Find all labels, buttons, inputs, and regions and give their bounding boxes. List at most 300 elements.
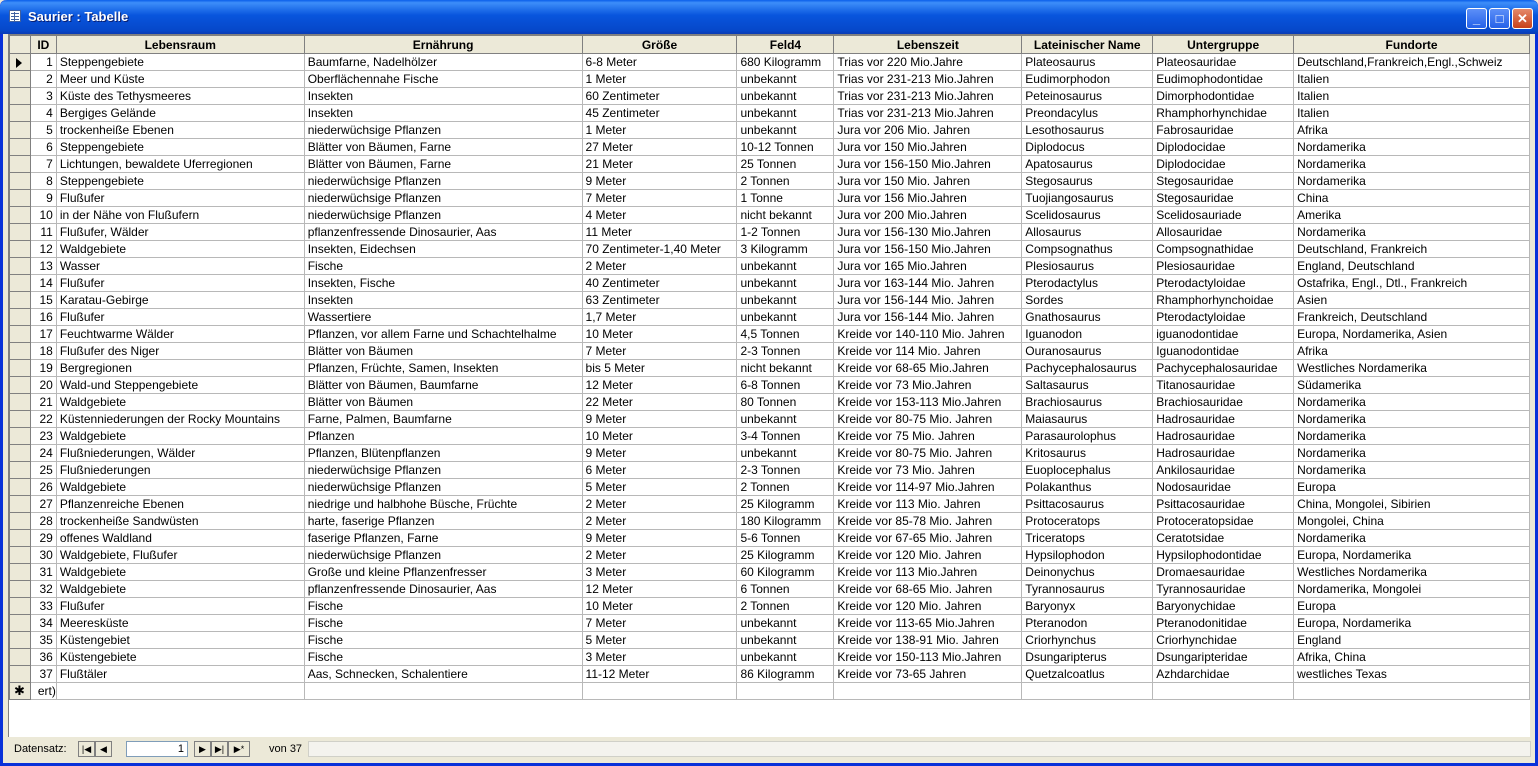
table-cell[interactable]: ert) xyxy=(30,683,56,700)
table-cell[interactable]: Fische xyxy=(304,649,582,666)
table-cell[interactable]: niederwüchsige Pflanzen xyxy=(304,190,582,207)
row-selector[interactable] xyxy=(10,173,31,190)
table-cell[interactable]: 40 Zentimeter xyxy=(582,275,737,292)
table-row[interactable] xyxy=(10,360,1530,377)
table-cell[interactable]: Criorhynchidae xyxy=(1153,632,1294,649)
table-cell[interactable]: Stegosauridae xyxy=(1153,190,1294,207)
table-cell[interactable]: 5 Meter xyxy=(582,632,737,649)
table-cell[interactable]: 2 Tonnen xyxy=(737,598,834,615)
table-cell[interactable]: 5 xyxy=(30,122,56,139)
table-cell[interactable]: Kreide vor 113-65 Mio.Jahren xyxy=(834,615,1022,632)
row-selector[interactable] xyxy=(10,139,31,156)
table-cell[interactable]: 24 xyxy=(30,445,56,462)
table-row[interactable] xyxy=(10,564,1530,581)
table-cell[interactable]: 17 xyxy=(30,326,56,343)
table-cell[interactable]: 86 Kilogramm xyxy=(737,666,834,683)
table-cell[interactable]: Lichtungen, bewaldete Uferregionen xyxy=(56,156,304,173)
table-cell[interactable]: Nodosauridae xyxy=(1153,479,1294,496)
table-cell[interactable]: Nordamerika xyxy=(1294,462,1530,479)
table-cell[interactable]: 19 xyxy=(30,360,56,377)
row-selector[interactable] xyxy=(10,275,31,292)
table-cell[interactable]: Farne, Palmen, Baumfarne xyxy=(304,411,582,428)
table-cell[interactable]: Jura vor 150 Mio. Jahren xyxy=(834,173,1022,190)
table-cell[interactable]: 4,5 Tonnen xyxy=(737,326,834,343)
table-cell[interactable]: Kreide vor 120 Mio. Jahren xyxy=(834,547,1022,564)
table-cell[interactable] xyxy=(56,683,304,700)
row-selector[interactable] xyxy=(10,377,31,394)
table-cell[interactable]: 21 xyxy=(30,394,56,411)
table-cell[interactable]: 23 xyxy=(30,428,56,445)
table-cell[interactable]: Große und kleine Pflanzenfresser xyxy=(304,564,582,581)
table-cell[interactable]: 4 Meter xyxy=(582,207,737,224)
table-cell[interactable]: unbekannt xyxy=(737,105,834,122)
table-cell[interactable]: 21 Meter xyxy=(582,156,737,173)
table-cell[interactable]: 1 Meter xyxy=(582,122,737,139)
table-cell[interactable]: 60 Kilogramm xyxy=(737,564,834,581)
table-cell[interactable]: Deinonychus xyxy=(1022,564,1153,581)
table-cell[interactable]: 9 Meter xyxy=(582,530,737,547)
table-cell[interactable]: Psittacosaurus xyxy=(1022,496,1153,513)
table-cell[interactable]: Jura vor 206 Mio. Jahren xyxy=(834,122,1022,139)
table-cell[interactable]: 31 xyxy=(30,564,56,581)
table-cell[interactable]: 13 xyxy=(30,258,56,275)
table-cell[interactable]: unbekannt xyxy=(737,411,834,428)
table-cell[interactable]: Europa, Nordamerika xyxy=(1294,547,1530,564)
table-cell[interactable]: Flußtäler xyxy=(56,666,304,683)
table-cell[interactable]: unbekannt xyxy=(737,309,834,326)
table-cell[interactable]: niederwüchsige Pflanzen xyxy=(304,173,582,190)
table-cell[interactable]: 4 xyxy=(30,105,56,122)
table-row[interactable] xyxy=(10,258,1530,275)
table-cell[interactable]: Eudimophodontidae xyxy=(1153,71,1294,88)
table-cell[interactable]: unbekannt xyxy=(737,258,834,275)
table-cell[interactable]: 9 Meter xyxy=(582,411,737,428)
table-cell[interactable]: 25 xyxy=(30,462,56,479)
table-cell[interactable]: Bergiges Gelände xyxy=(56,105,304,122)
table-cell[interactable]: niederwüchsige Pflanzen xyxy=(304,462,582,479)
table-cell[interactable]: unbekannt xyxy=(737,122,834,139)
table-cell[interactable]: Nordamerika xyxy=(1294,173,1530,190)
table-cell[interactable]: Kreide vor 120 Mio. Jahren xyxy=(834,598,1022,615)
row-selector[interactable] xyxy=(10,615,31,632)
table-cell[interactable]: 2 Meter xyxy=(582,547,737,564)
table-cell[interactable]: Kreide vor 73 Mio. Jahren xyxy=(834,462,1022,479)
table-cell[interactable]: 35 xyxy=(30,632,56,649)
row-selector[interactable] xyxy=(10,513,31,530)
table-cell[interactable]: 2 xyxy=(30,71,56,88)
table-cell[interactable]: Nordamerika xyxy=(1294,139,1530,156)
row-selector[interactable] xyxy=(10,547,31,564)
table-cell[interactable]: Lesothosaurus xyxy=(1022,122,1153,139)
table-cell[interactable]: Europa xyxy=(1294,598,1530,615)
table-cell[interactable]: 80 Tonnen xyxy=(737,394,834,411)
table-cell[interactable]: Nordamerika xyxy=(1294,411,1530,428)
table-cell[interactable]: Kreide vor 73-65 Jahren xyxy=(834,666,1022,683)
table-cell[interactable]: Pflanzen, Blütenpflanzen xyxy=(304,445,582,462)
table-cell[interactable]: Kreide vor 114-97 Mio.Jahren xyxy=(834,479,1022,496)
table-cell[interactable]: Steppengebiete xyxy=(56,54,304,71)
table-cell[interactable]: Waldgebiete xyxy=(56,479,304,496)
table-cell[interactable]: Europa xyxy=(1294,479,1530,496)
table-cell[interactable]: 9 Meter xyxy=(582,173,737,190)
column-header[interactable]: Lateinischer Name xyxy=(1022,36,1153,54)
table-cell[interactable]: China xyxy=(1294,190,1530,207)
table-cell[interactable]: Sordes xyxy=(1022,292,1153,309)
table-cell[interactable]: Flußufer xyxy=(56,309,304,326)
table-cell[interactable]: Dimorphodontidae xyxy=(1153,88,1294,105)
table-cell[interactable]: Flußufer xyxy=(56,190,304,207)
table-row[interactable] xyxy=(10,428,1530,445)
table-cell[interactable]: Blätter von Bäumen, Baumfarne xyxy=(304,377,582,394)
row-selector[interactable] xyxy=(10,411,31,428)
table-cell[interactable]: Diplodocidae xyxy=(1153,156,1294,173)
table-cell[interactable]: Westliches Nordamerika xyxy=(1294,564,1530,581)
table-cell[interactable]: trockenheiße Ebenen xyxy=(56,122,304,139)
table-cell[interactable]: 6 Tonnen xyxy=(737,581,834,598)
table-cell[interactable]: Blätter von Bäumen, Farne xyxy=(304,156,582,173)
table-cell[interactable]: Blätter von Bäumen xyxy=(304,394,582,411)
table-cell[interactable]: offenes Waldland xyxy=(56,530,304,547)
table-row[interactable] xyxy=(10,411,1530,428)
table-cell[interactable]: Kreide vor 153-113 Mio.Jahren xyxy=(834,394,1022,411)
table-cell[interactable]: 10-12 Tonnen xyxy=(737,139,834,156)
table-cell[interactable]: Karatau-Gebirge xyxy=(56,292,304,309)
table-cell[interactable]: 3 Kilogramm xyxy=(737,241,834,258)
row-selector[interactable] xyxy=(10,54,31,71)
table-cell[interactable]: Küstengebiete xyxy=(56,649,304,666)
table-cell[interactable]: 3-4 Tonnen xyxy=(737,428,834,445)
table-cell[interactable]: 70 Zentimeter-1,40 Meter xyxy=(582,241,737,258)
column-header[interactable]: Feld4 xyxy=(737,36,834,54)
table-row[interactable] xyxy=(10,122,1530,139)
table-row[interactable] xyxy=(10,173,1530,190)
last-record-button[interactable]: ▶| xyxy=(211,741,228,757)
table-cell[interactable]: 16 xyxy=(30,309,56,326)
row-selector[interactable] xyxy=(10,224,31,241)
table-cell[interactable]: Küstenniederungen der Rocky Mountains xyxy=(56,411,304,428)
table-cell[interactable]: Kreide vor 73 Mio.Jahren xyxy=(834,377,1022,394)
table-row[interactable] xyxy=(10,394,1530,411)
table-cell[interactable]: 37 xyxy=(30,666,56,683)
table-row[interactable] xyxy=(10,224,1530,241)
table-cell[interactable]: Pteranodon xyxy=(1022,615,1153,632)
table-cell[interactable]: Insekten xyxy=(304,105,582,122)
table-cell[interactable]: Kreide vor 113 Mio. Jahren xyxy=(834,496,1022,513)
table-cell[interactable]: Plesiosaurus xyxy=(1022,258,1153,275)
table-cell[interactable]: Azhdarchidae xyxy=(1153,666,1294,683)
table-cell[interactable]: Wasser xyxy=(56,258,304,275)
table-cell[interactable]: Westliches Nordamerika xyxy=(1294,360,1530,377)
table-cell[interactable]: Compsognathidae xyxy=(1153,241,1294,258)
table-cell[interactable]: Kreide vor 138-91 Mio. Jahren xyxy=(834,632,1022,649)
table-row[interactable] xyxy=(10,513,1530,530)
table-cell[interactable]: Kreide vor 75 Mio. Jahren xyxy=(834,428,1022,445)
column-header[interactable]: ID xyxy=(30,36,56,54)
table-cell[interactable]: 5 Meter xyxy=(582,479,737,496)
row-selector[interactable] xyxy=(10,530,31,547)
table-row[interactable] xyxy=(10,207,1530,224)
table-cell[interactable]: 33 xyxy=(30,598,56,615)
table-cell[interactable]: Maiasaurus xyxy=(1022,411,1153,428)
table-cell[interactable]: unbekannt xyxy=(737,71,834,88)
table-cell[interactable]: Deutschland, Frankreich xyxy=(1294,241,1530,258)
table-cell[interactable]: Insekten, Fische xyxy=(304,275,582,292)
table-cell[interactable]: niederwüchsige Pflanzen xyxy=(304,122,582,139)
table-cell[interactable]: niedrige und halbhohe Büsche, Früchte xyxy=(304,496,582,513)
table-cell[interactable]: Pteranodonitidae xyxy=(1153,615,1294,632)
table-cell[interactable]: unbekannt xyxy=(737,615,834,632)
table-cell[interactable]: 29 xyxy=(30,530,56,547)
row-selector-header[interactable] xyxy=(10,36,31,54)
table-cell[interactable]: Amerika xyxy=(1294,207,1530,224)
table-cell[interactable]: 25 Tonnen xyxy=(737,156,834,173)
table-cell[interactable]: iguanodontidae xyxy=(1153,326,1294,343)
table-cell[interactable]: 26 xyxy=(30,479,56,496)
table-cell[interactable]: Pachycephalosaurus xyxy=(1022,360,1153,377)
table-cell[interactable]: Scelidosaurus xyxy=(1022,207,1153,224)
table-row[interactable] xyxy=(10,598,1530,615)
table-cell[interactable]: Ostafrika, Engl., Dtl., Frankreich xyxy=(1294,275,1530,292)
table-cell[interactable]: Pflanzen, vor allem Farne und Schachtelhalme xyxy=(304,326,582,343)
table-cell[interactable]: Mongolei, China xyxy=(1294,513,1530,530)
table-cell[interactable]: 6 xyxy=(30,139,56,156)
table-cell[interactable]: Jura vor 156-144 Mio. Jahren xyxy=(834,309,1022,326)
table-cell[interactable]: Baryonyx xyxy=(1022,598,1153,615)
table-cell[interactable]: Europa, Nordamerika, Asien xyxy=(1294,326,1530,343)
table-cell[interactable]: Kreide vor 68-65 Mio.Jahren xyxy=(834,360,1022,377)
row-selector[interactable] xyxy=(10,88,31,105)
row-selector[interactable] xyxy=(10,649,31,666)
table-row[interactable] xyxy=(10,292,1530,309)
table-cell[interactable]: Gnathosaurus xyxy=(1022,309,1153,326)
table-cell[interactable]: England xyxy=(1294,632,1530,649)
table-cell[interactable]: 6 Meter xyxy=(582,462,737,479)
table-row[interactable] xyxy=(10,190,1530,207)
table-cell[interactable]: 680 Kilogramm xyxy=(737,54,834,71)
table-row[interactable] xyxy=(10,530,1530,547)
table-cell[interactable]: Kreide vor 150-113 Mio.Jahren xyxy=(834,649,1022,666)
table-cell[interactable]: Flußufer, Wälder xyxy=(56,224,304,241)
table-cell[interactable]: 27 xyxy=(30,496,56,513)
table-cell[interactable]: Küstengebiet xyxy=(56,632,304,649)
table-cell[interactable]: 14 xyxy=(30,275,56,292)
table-cell[interactable]: Scelidosauriade xyxy=(1153,207,1294,224)
close-button[interactable]: ✕ xyxy=(1512,8,1533,29)
table-cell[interactable]: Pterodactyloidae xyxy=(1153,275,1294,292)
table-cell[interactable]: 22 Meter xyxy=(582,394,737,411)
table-cell[interactable]: 45 Zentimeter xyxy=(582,105,737,122)
table-cell[interactable]: 1-2 Tonnen xyxy=(737,224,834,241)
table-cell[interactable]: Fische xyxy=(304,615,582,632)
table-cell[interactable]: Wassertiere xyxy=(304,309,582,326)
table-cell[interactable]: Wald-und Steppengebiete xyxy=(56,377,304,394)
table-cell[interactable]: 10 Meter xyxy=(582,326,737,343)
table-cell[interactable]: 6-8 Tonnen xyxy=(737,377,834,394)
table-cell[interactable]: 63 Zentimeter xyxy=(582,292,737,309)
table-cell[interactable]: 1,7 Meter xyxy=(582,309,737,326)
table-cell[interactable]: 12 Meter xyxy=(582,377,737,394)
table-cell[interactable]: 11 xyxy=(30,224,56,241)
table-cell[interactable]: Waldgebiete xyxy=(56,394,304,411)
table-cell[interactable]: nicht bekannt xyxy=(737,207,834,224)
table-cell[interactable]: Küste des Tethysmeeres xyxy=(56,88,304,105)
table-row[interactable] xyxy=(10,547,1530,564)
datasheet-grid[interactable] xyxy=(8,34,1530,737)
table-row[interactable] xyxy=(10,632,1530,649)
table-cell[interactable]: Waldgebiete xyxy=(56,564,304,581)
table-cell[interactable]: Flußniederungen, Wälder xyxy=(56,445,304,462)
table-cell[interactable]: Tuojiangosaurus xyxy=(1022,190,1153,207)
table-cell[interactable] xyxy=(582,683,737,700)
table-cell[interactable]: 5-6 Tonnen xyxy=(737,530,834,547)
table-cell[interactable]: Kreide vor 80-75 Mio. Jahren xyxy=(834,411,1022,428)
table-cell[interactable]: Feuchtwarme Wälder xyxy=(56,326,304,343)
table-cell[interactable]: 11 Meter xyxy=(582,224,737,241)
row-selector[interactable] xyxy=(10,564,31,581)
table-cell[interactable]: Baryonychidae xyxy=(1153,598,1294,615)
table-cell[interactable] xyxy=(1294,683,1530,700)
table-cell[interactable]: Apatosaurus xyxy=(1022,156,1153,173)
table-cell[interactable]: Pachycephalosauridae xyxy=(1153,360,1294,377)
table-cell[interactable]: 3 Meter xyxy=(582,649,737,666)
row-selector[interactable] xyxy=(10,360,31,377)
table-cell[interactable]: 12 xyxy=(30,241,56,258)
table-cell[interactable]: Trias vor 220 Mio.Jahre xyxy=(834,54,1022,71)
table-cell[interactable]: Nordamerika, Mongolei xyxy=(1294,581,1530,598)
table-cell[interactable]: Insekten xyxy=(304,88,582,105)
table-cell[interactable]: 1 Tonne xyxy=(737,190,834,207)
table-cell[interactable]: 1 Meter xyxy=(582,71,737,88)
table-cell[interactable]: Jura vor 163-144 Mio. Jahren xyxy=(834,275,1022,292)
table-cell[interactable]: China, Mongolei, Sibirien xyxy=(1294,496,1530,513)
table-cell[interactable]: Nordamerika xyxy=(1294,530,1530,547)
row-selector[interactable] xyxy=(10,190,31,207)
table-cell[interactable]: westliches Texas xyxy=(1294,666,1530,683)
table-cell[interactable]: 2 Tonnen xyxy=(737,479,834,496)
table-cell[interactable]: 30 xyxy=(30,547,56,564)
row-selector[interactable] xyxy=(10,105,31,122)
table-cell[interactable]: Kreide vor 67-65 Mio. Jahren xyxy=(834,530,1022,547)
table-cell[interactable]: 60 Zentimeter xyxy=(582,88,737,105)
table-cell[interactable]: Waldgebiete xyxy=(56,241,304,258)
row-selector[interactable] xyxy=(10,292,31,309)
table-cell[interactable]: in der Nähe von Flußufern xyxy=(56,207,304,224)
table-cell[interactable]: Stegosaurus xyxy=(1022,173,1153,190)
table-cell[interactable]: Asien xyxy=(1294,292,1530,309)
row-selector[interactable] xyxy=(10,309,31,326)
table-cell[interactable]: Euoplocephalus xyxy=(1022,462,1153,479)
table-cell[interactable]: Kreide vor 140-110 Mio. Jahren xyxy=(834,326,1022,343)
table-row[interactable] xyxy=(10,581,1530,598)
table-cell[interactable]: 2 Meter xyxy=(582,258,737,275)
table-cell[interactable]: Brachiosaurus xyxy=(1022,394,1153,411)
row-selector[interactable] xyxy=(10,241,31,258)
table-row[interactable] xyxy=(10,241,1530,258)
table-cell[interactable]: 3 xyxy=(30,88,56,105)
new-record-button[interactable]: ▶* xyxy=(228,741,250,757)
record-number-input[interactable]: 1 xyxy=(126,741,188,757)
row-selector[interactable] xyxy=(10,156,31,173)
table-cell[interactable]: Triceratops xyxy=(1022,530,1153,547)
table-cell[interactable]: Italien xyxy=(1294,88,1530,105)
table-cell[interactable]: trockenheiße Sandwüsten xyxy=(56,513,304,530)
table-cell[interactable]: 1 xyxy=(30,54,56,71)
table-cell[interactable]: Meer und Küste xyxy=(56,71,304,88)
table-cell[interactable]: Kreide vor 85-78 Mio. Jahren xyxy=(834,513,1022,530)
table-cell[interactable]: Preondacylus xyxy=(1022,105,1153,122)
row-selector[interactable] xyxy=(10,122,31,139)
table-cell[interactable]: Plateosauridae xyxy=(1153,54,1294,71)
table-cell[interactable]: 10 Meter xyxy=(582,428,737,445)
table-cell[interactable]: Tyrannosauridae xyxy=(1153,581,1294,598)
table-cell[interactable]: nicht bekannt xyxy=(737,360,834,377)
table-cell[interactable]: 8 xyxy=(30,173,56,190)
table-cell[interactable]: Nordamerika xyxy=(1294,224,1530,241)
table-cell[interactable] xyxy=(304,683,582,700)
table-cell[interactable]: Diplodocus xyxy=(1022,139,1153,156)
table-cell[interactable]: Trias vor 231-213 Mio.Jahren xyxy=(834,105,1022,122)
table-cell[interactable]: Hypsilophodon xyxy=(1022,547,1153,564)
horizontal-scrollbar[interactable] xyxy=(308,741,1531,757)
new-record-row[interactable] xyxy=(10,683,1530,700)
table-cell[interactable]: Waldgebiete, Flußufer xyxy=(56,547,304,564)
table-cell[interactable]: Flußufer des Niger xyxy=(56,343,304,360)
row-selector[interactable] xyxy=(10,258,31,275)
table-row[interactable] xyxy=(10,71,1530,88)
table-cell[interactable]: Rhamphorhynchoidae xyxy=(1153,292,1294,309)
table-cell[interactable]: Psittacosauridae xyxy=(1153,496,1294,513)
table-cell[interactable]: Ceratotsidae xyxy=(1153,530,1294,547)
table-cell[interactable]: Hadrosauridae xyxy=(1153,445,1294,462)
table-cell[interactable]: Blätter von Bäumen, Farne xyxy=(304,139,582,156)
table-cell[interactable]: pflanzenfressende Dinosaurier, Aas xyxy=(304,224,582,241)
table-cell[interactable]: harte, faserige Pflanzen xyxy=(304,513,582,530)
table-cell[interactable]: Kreide vor 80-75 Mio. Jahren xyxy=(834,445,1022,462)
table-cell[interactable]: 12 Meter xyxy=(582,581,737,598)
table-cell[interactable]: Allosauridae xyxy=(1153,224,1294,241)
table-row[interactable] xyxy=(10,156,1530,173)
table-cell[interactable]: Südamerika xyxy=(1294,377,1530,394)
table-cell[interactable]: Jura vor 165 Mio.Jahren xyxy=(834,258,1022,275)
table-cell[interactable]: 10 xyxy=(30,207,56,224)
table-cell[interactable]: Dsungaripterus xyxy=(1022,649,1153,666)
table-row[interactable] xyxy=(10,343,1530,360)
table-cell[interactable]: Pflanzen xyxy=(304,428,582,445)
table-row[interactable] xyxy=(10,275,1530,292)
row-selector[interactable] xyxy=(10,394,31,411)
table-cell[interactable]: unbekannt xyxy=(737,649,834,666)
table-cell[interactable]: 22 xyxy=(30,411,56,428)
row-selector[interactable] xyxy=(10,496,31,513)
table-cell[interactable]: Trias vor 231-213 Mio.Jahren xyxy=(834,88,1022,105)
next-record-button[interactable]: ▶ xyxy=(194,741,211,757)
table-cell[interactable]: 15 xyxy=(30,292,56,309)
table-cell[interactable]: Afrika xyxy=(1294,343,1530,360)
table-cell[interactable]: Afrika, China xyxy=(1294,649,1530,666)
table-cell[interactable]: Insekten xyxy=(304,292,582,309)
table-cell[interactable]: Trias vor 231-213 Mio.Jahren xyxy=(834,71,1022,88)
table-cell[interactable]: Hypsilophodontidae xyxy=(1153,547,1294,564)
column-header[interactable]: Lebenszeit xyxy=(834,36,1022,54)
column-header[interactable]: Größe xyxy=(582,36,737,54)
table-cell[interactable]: Iguanodontidae xyxy=(1153,343,1294,360)
table-row[interactable] xyxy=(10,377,1530,394)
table-cell[interactable]: Polakanthus xyxy=(1022,479,1153,496)
table-row[interactable] xyxy=(10,326,1530,343)
table-cell[interactable]: Nordamerika xyxy=(1294,156,1530,173)
table-cell[interactable]: Criorhynchus xyxy=(1022,632,1153,649)
table-cell[interactable]: Bergregionen xyxy=(56,360,304,377)
